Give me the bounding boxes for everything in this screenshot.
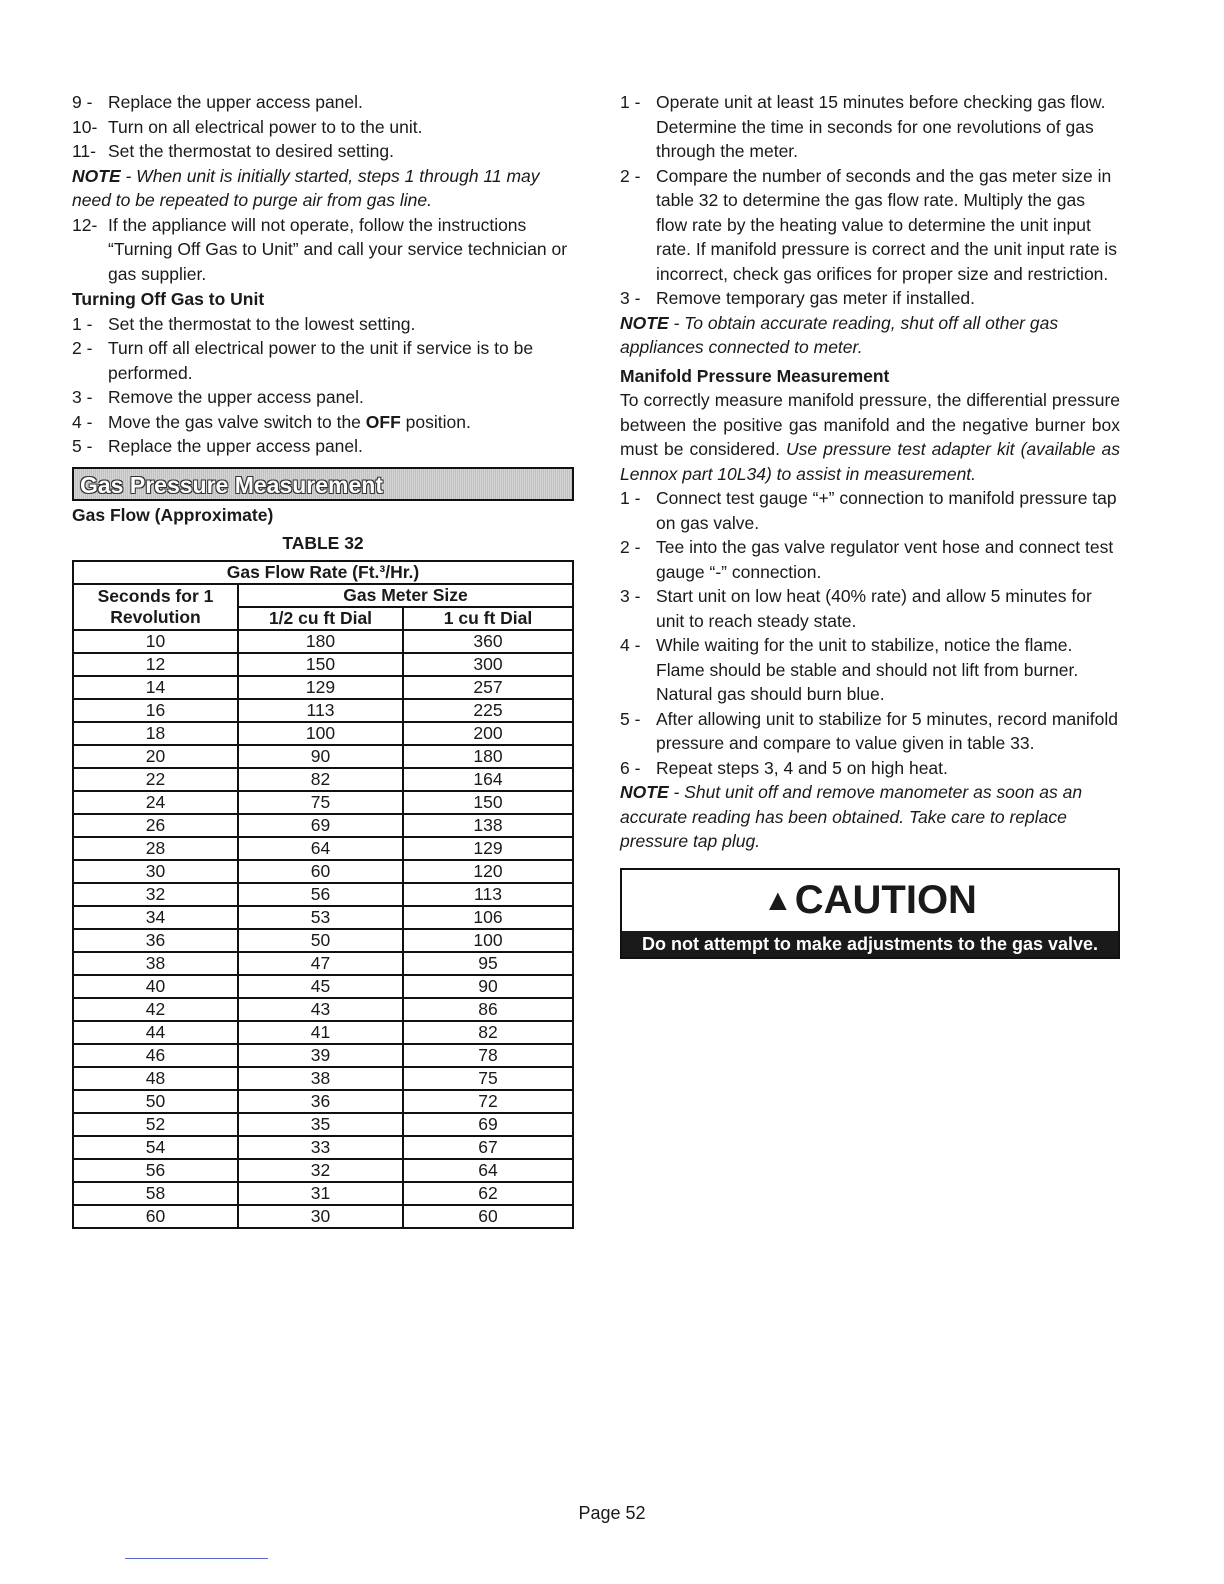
section-subheading: Turning Off Gas to Unit — [72, 289, 265, 309]
table-cell: 14 — [73, 676, 238, 699]
step-text-part: Move the gas valve switch to the — [108, 411, 366, 432]
table-cell: 150 — [238, 653, 403, 676]
table-cell: 180 — [403, 745, 573, 768]
table-cell: 106 — [403, 906, 573, 929]
step-number: 5 - — [72, 436, 93, 456]
step-item — [72, 410, 574, 435]
table-cell: 75 — [238, 791, 403, 814]
step-text: Set the thermostat to desired setting. — [108, 141, 394, 161]
table-cell: 39 — [238, 1044, 403, 1067]
table-cell: 48 — [73, 1067, 238, 1090]
table-row — [73, 975, 573, 998]
table-row — [73, 1136, 573, 1159]
step-text: Operate unit at least 15 minutes before checking gas flow. Determine the time in seconds for one revolutions of gas through the meter. — [656, 92, 1106, 161]
table-cell: 225 — [403, 699, 573, 722]
left-column — [72, 90, 574, 1229]
step-item — [72, 336, 574, 385]
step-text: After allowing unit to stabilize for 5 minutes, record manifold pressure and compare to value given in table 33. — [656, 708, 1119, 753]
table-cell: 69 — [403, 1113, 573, 1136]
table-header: 1/2 cu ft Dial — [238, 607, 403, 630]
table-header: 1 cu ft Dial — [403, 607, 573, 630]
table-cell: 18 — [73, 722, 238, 745]
table-cell: 90 — [238, 745, 403, 768]
table-row — [73, 1021, 573, 1044]
table-header: Gas Meter Size — [238, 584, 573, 607]
table-cell: 36 — [238, 1090, 403, 1113]
table-row — [73, 1205, 573, 1228]
table-cell: 42 — [73, 998, 238, 1021]
table-cell: 164 — [403, 768, 573, 791]
step-item — [620, 584, 1120, 633]
note — [620, 311, 1120, 360]
paragraph — [620, 388, 1120, 486]
step-number: 11- — [72, 141, 96, 161]
table-cell: 100 — [238, 722, 403, 745]
step-item — [72, 139, 574, 164]
table-cell: 28 — [73, 837, 238, 860]
table-cell: 46 — [73, 1044, 238, 1067]
step-item — [72, 434, 574, 459]
table-cell: 60 — [403, 1205, 573, 1228]
table-cell: 30 — [238, 1205, 403, 1228]
note-label: NOTE — [72, 165, 121, 186]
step-number: 4 - — [620, 635, 641, 655]
note-text: - To obtain accurate reading, shut off all other gas appliances connected to meter. — [620, 312, 1059, 357]
right-column — [620, 90, 1120, 959]
table-cell: 52 — [73, 1113, 238, 1136]
table-cell: 36 — [73, 929, 238, 952]
table-row — [73, 768, 573, 791]
table-row — [73, 1182, 573, 1205]
table-cell: 31 — [238, 1182, 403, 1205]
warning-triangle-icon: ▲ — [763, 883, 793, 917]
table-cell: 30 — [73, 860, 238, 883]
table-row — [73, 1113, 573, 1136]
table-cell: 38 — [238, 1067, 403, 1090]
table-row — [73, 929, 573, 952]
note — [72, 164, 574, 213]
step-text: Set the thermostat to the lowest setting. — [108, 313, 416, 334]
table-row — [73, 653, 573, 676]
table-row — [73, 883, 573, 906]
table-row — [73, 1044, 573, 1067]
step-number: 3 - — [620, 288, 641, 308]
note-text: - Shut unit off and remove manometer as soon as an accurate reading has been obtained. Take care to replace pressure tap plug. — [620, 782, 1083, 851]
step-text: While waiting for the unit to stabilize, notice the flame. Flame should be stable and should not lift from burner. Natural gas should burn blue. — [656, 635, 1079, 704]
table-row — [73, 791, 573, 814]
table-cell: 257 — [403, 676, 573, 699]
table-cell: 150 — [403, 791, 573, 814]
table-cell: 20 — [73, 745, 238, 768]
step-item — [72, 385, 574, 410]
caution-title — [622, 870, 1118, 931]
table-cell: 62 — [403, 1182, 573, 1205]
table-row — [73, 1159, 573, 1182]
step-number: 12- — [72, 214, 98, 235]
table-row — [73, 860, 573, 883]
table-cell: 54 — [73, 1136, 238, 1159]
steps-list — [620, 486, 1120, 780]
table-cell: 72 — [403, 1090, 573, 1113]
step-number: 3 - — [72, 387, 93, 407]
table-cell: 34 — [73, 906, 238, 929]
table-cell: 129 — [238, 676, 403, 699]
table-cell: 64 — [403, 1159, 573, 1182]
step-number: 2 - — [72, 338, 93, 358]
table-cell: 40 — [73, 975, 238, 998]
caution-box — [620, 868, 1120, 959]
step-text: Remove temporary gas meter if installed. — [656, 288, 976, 308]
step-text: Remove the upper access panel. — [108, 387, 364, 407]
table-cell: 32 — [238, 1159, 403, 1182]
step-text: Tee into the gas valve regulator vent hose and connect test gauge “-” connection. — [656, 537, 1114, 582]
table-cell: 33 — [238, 1136, 403, 1159]
table-row — [73, 722, 573, 745]
step-item — [620, 535, 1120, 584]
step-number: 5 - — [620, 708, 641, 729]
step-item — [620, 486, 1120, 535]
table-cell: 138 — [403, 814, 573, 837]
caution-title-text: CAUTION — [794, 877, 977, 922]
step-text: Repeat steps 3, 4 and 5 on high heat. — [656, 757, 948, 778]
gas-flow-table — [72, 560, 574, 1229]
step-item — [620, 90, 1120, 164]
table-cell: 100 — [403, 929, 573, 952]
table-cell: 95 — [403, 952, 573, 975]
table-row — [73, 745, 573, 768]
note-label: NOTE — [620, 312, 669, 333]
step-text: Turn off all electrical power to the unit if service is to be performed. — [108, 338, 534, 383]
table-cell: 113 — [403, 883, 573, 906]
table-row — [73, 1067, 573, 1090]
steps-list — [72, 90, 574, 164]
step-text-part: position. — [400, 411, 471, 432]
table-header: Seconds for 1 Revolution — [73, 584, 238, 630]
table-cell: 12 — [73, 653, 238, 676]
table-cell: 64 — [238, 837, 403, 860]
table-cell: 82 — [403, 1021, 573, 1044]
table-row — [73, 906, 573, 929]
table-cell: 35 — [238, 1113, 403, 1136]
step-text: If the appliance will not operate, follow the instructions “Turning Off Gas to Unit” and call your service technician or gas supplier. — [108, 214, 568, 284]
steps-list — [72, 312, 574, 459]
table-cell: 75 — [403, 1067, 573, 1090]
table-row — [73, 1090, 573, 1113]
table-cell: 32 — [73, 883, 238, 906]
section-subheading: Manifold Pressure Measurement — [620, 365, 890, 386]
table-cell: 180 — [238, 630, 403, 653]
table-body — [73, 630, 573, 1228]
table-cell: 53 — [238, 906, 403, 929]
table-cell: 47 — [238, 952, 403, 975]
step-number: 1 - — [620, 488, 641, 508]
table-row — [73, 676, 573, 699]
table-cell: 38 — [73, 952, 238, 975]
table-cell: 60 — [238, 860, 403, 883]
note — [620, 780, 1120, 854]
table-cell: 22 — [73, 768, 238, 791]
page-number: Page 52 — [578, 1503, 646, 1523]
table-cell: 90 — [403, 975, 573, 998]
table-cell: 60 — [73, 1205, 238, 1228]
step-number: 1 - — [72, 313, 93, 334]
table-row — [73, 630, 573, 653]
table-header: Gas Flow Rate (Ft.³/Hr.) — [73, 561, 573, 584]
step-text: Turn on all electrical power to to the unit. — [108, 116, 423, 137]
step-text: Replace the upper access panel. — [108, 436, 363, 456]
step-item — [72, 115, 574, 140]
step-text: Connect test gauge “+” connection to manifold pressure tap on gas valve. — [656, 488, 1117, 533]
step-number: 10- — [72, 116, 98, 137]
table-cell: 41 — [238, 1021, 403, 1044]
step-text: Start unit on low heat (40% rate) and allow 5 minutes for unit to reach steady state. — [656, 586, 1092, 631]
table-cell: 50 — [73, 1090, 238, 1113]
table-title: TABLE 32 — [282, 533, 364, 553]
step-number: 3 - — [620, 586, 641, 606]
table-cell: 67 — [403, 1136, 573, 1159]
table-cell: 56 — [238, 883, 403, 906]
table-cell: 300 — [403, 653, 573, 676]
table-cell: 56 — [73, 1159, 238, 1182]
table-row — [73, 837, 573, 860]
table-cell: 10 — [73, 630, 238, 653]
note-label: NOTE — [620, 782, 669, 802]
footer-divider — [125, 1558, 268, 1559]
step-text: Replace the upper access panel. — [108, 92, 363, 112]
section-title-bar: Gas Pressure Measurement — [72, 467, 574, 501]
table-cell: 86 — [403, 998, 573, 1021]
section-subheading: Gas Flow (Approximate) — [72, 504, 274, 525]
table-cell: 45 — [238, 975, 403, 998]
table-cell: 43 — [238, 998, 403, 1021]
table-cell: 113 — [238, 699, 403, 722]
step-number: 2 - — [620, 537, 641, 557]
step-number: 4 - — [72, 411, 93, 432]
table-cell: 78 — [403, 1044, 573, 1067]
table-row — [73, 699, 573, 722]
table-cell: 82 — [238, 768, 403, 791]
step-text: Compare the number of seconds and the gas meter size in table 32 to determine the gas flow rate. Multiply the gas flow rate by the heating value to determine the unit input rate. If manifold pressure is correct and the unit input rate is incorrect, check gas orifices for proper size and restriction. — [656, 165, 1118, 284]
step-item — [620, 633, 1120, 707]
table-cell: 120 — [403, 860, 573, 883]
table-cell: 24 — [73, 791, 238, 814]
steps-list — [620, 90, 1120, 311]
step-number: 1 - — [620, 92, 641, 112]
table-row — [73, 998, 573, 1021]
step-item — [72, 213, 574, 287]
step-item — [620, 707, 1120, 756]
step-item — [620, 756, 1120, 781]
table-cell: 58 — [73, 1182, 238, 1205]
step-text-bold: OFF — [365, 411, 401, 432]
step-item — [72, 90, 574, 115]
step-item — [620, 164, 1120, 287]
caution-message: Do not attempt to make adjustments to the gas valve. — [622, 931, 1118, 957]
table-row — [73, 952, 573, 975]
step-number: 9 - — [72, 92, 93, 112]
paragraph-text: To correctly measure manifold pressure, the differential pressure between the positive gas manifold and the negative burner box must be considered. — [620, 390, 1120, 459]
step-number: 6 - — [620, 757, 641, 778]
table-cell: 360 — [403, 630, 573, 653]
step-item — [72, 312, 574, 337]
step-text — [108, 410, 574, 435]
table-cell: 44 — [73, 1021, 238, 1044]
step-number: 2 - — [620, 165, 641, 186]
table-row — [73, 814, 573, 837]
table-cell: 50 — [238, 929, 403, 952]
paragraph-italic-text: Use pressure test adapter kit (available as Lennox part 10L34) to assist in measurement. — [620, 439, 1121, 484]
table-cell: 200 — [403, 722, 573, 745]
table-cell: 129 — [403, 837, 573, 860]
note-text: - When unit is initially started, steps 1 through 11 may need to be repeated to purge air from gas line. — [72, 165, 540, 210]
table-cell: 26 — [73, 814, 238, 837]
step-item — [620, 286, 1120, 311]
table-cell: 69 — [238, 814, 403, 837]
table-cell: 16 — [73, 699, 238, 722]
